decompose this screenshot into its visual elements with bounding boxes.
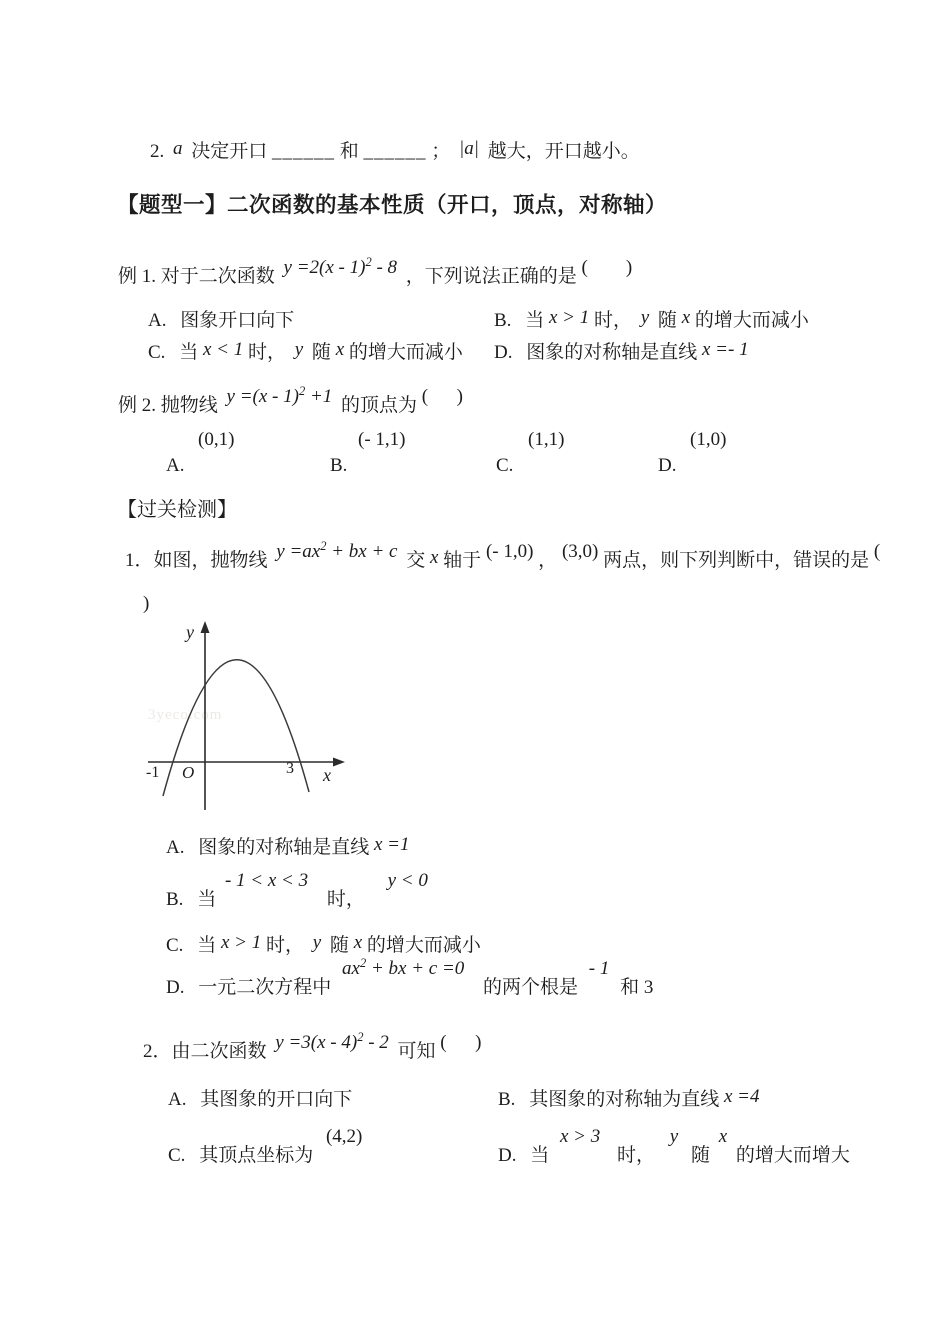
figure-x-axis-arrow <box>333 758 345 767</box>
item2-text-2: 和 <box>339 141 359 162</box>
example1-option-b-math-2: y <box>640 307 650 328</box>
example1-option-b-letter: B. <box>494 310 512 331</box>
example1-option-c-text-3: 随 <box>311 342 331 363</box>
example1-option-c-math-2: y <box>294 339 304 360</box>
figure-tick-neg1: -1 <box>146 764 160 781</box>
item2-abs-a: |a| <box>459 138 479 159</box>
question1-formula-exponent: 2 <box>320 539 327 553</box>
example1-option-d <box>494 341 749 365</box>
example2-option-b-value: (- 1,1) <box>358 429 406 450</box>
question1-option-b-math-2: y < 0 <box>387 870 428 891</box>
question2-formula-tail: - 2 <box>363 1032 389 1053</box>
question1-option-d-formula-tail: + bx + c =0 <box>366 958 465 979</box>
figure-y-label: y <box>186 622 194 642</box>
question1-option-c <box>166 934 481 958</box>
question1-option-b-math-1: - 1 < x < 3 <box>224 870 309 891</box>
topic-heading: 【题型一】二次函数的基本性质（开口，顶点，对称轴） <box>117 193 668 218</box>
question1-text-2: 交 <box>406 550 426 571</box>
example1-label: 例 1. 对于二次函数 <box>118 266 275 287</box>
item2-blank-1: ______ <box>272 141 336 162</box>
question1-option-a-letter: A. <box>166 837 185 858</box>
question2-option-b <box>498 1088 759 1112</box>
question2-option-b-text-1: 其图象的对称轴为直线 <box>529 1089 720 1110</box>
question1-option-d-formula-exponent: 2 <box>359 956 367 970</box>
example1-option-c <box>148 341 463 365</box>
question1-option-b-text-2: 时， <box>326 889 365 910</box>
question1-option-a-text-1: 图象的对称轴是直线 <box>198 837 370 858</box>
question2-option-c-text-1: 其顶点坐标为 <box>199 1145 314 1166</box>
question1-text-4: ， <box>538 550 558 571</box>
question2-option-a-letter: A. <box>168 1089 187 1110</box>
example1-formula-tail: - 8 <box>371 257 398 278</box>
question1-text-3: 轴于 <box>443 550 482 571</box>
example1-option-c-math-3: x <box>335 339 345 360</box>
question1-coord-2: (3,0) <box>561 541 599 562</box>
question1-option-d-math-2: - 1 <box>588 958 610 979</box>
question1-option-c-letter: C. <box>166 935 184 956</box>
item2-text-4: 越大，开口越小。 <box>487 141 640 162</box>
question2-stem <box>143 1030 482 1065</box>
question1-formula <box>276 541 397 562</box>
question1-stem <box>125 539 881 574</box>
question1-option-d-text-2: 的两个根是 <box>483 977 579 998</box>
example2-formula-main: y =(x - 1) <box>226 386 299 407</box>
example2-option-b-letter: B. <box>330 455 348 476</box>
question1-option-d-formula-main: ax <box>342 958 360 979</box>
question1-option-c-math-3: x <box>353 932 363 953</box>
question1-coord-1: (- 1,0) <box>485 541 534 562</box>
example1-option-d-text-1: 图象的对称轴是直线 <box>526 342 698 363</box>
question2-option-c <box>168 1126 363 1168</box>
figure-origin-label: O <box>182 763 195 782</box>
question2-option-d-math-2: y <box>669 1126 679 1147</box>
question2-stem-tail: 可知 <box>397 1041 436 1062</box>
example2-formula-tail: +1 <box>305 386 333 407</box>
example2-option-a-value: (0,1) <box>198 429 235 450</box>
item2-blank-2: ______ <box>363 141 427 162</box>
question1-formula-main: y =ax <box>276 541 321 562</box>
example1-formula <box>284 257 398 278</box>
example1-option-c-text-4: 的增大而减小 <box>348 342 463 363</box>
example2-option-c-value: (1,1) <box>528 429 565 450</box>
example2-option-c-letter: C. <box>496 455 514 476</box>
question1-option-d-letter: D. <box>166 977 185 998</box>
example1-option-d-math-1: x =- 1 <box>702 339 749 360</box>
question1-option-d-text-1: 一元二次方程中 <box>198 977 332 998</box>
figure-watermark: 3yeco.com <box>148 707 223 723</box>
example1-option-a <box>148 309 294 333</box>
example2-label: 例 2. 抛物线 <box>118 395 218 416</box>
example1-option-d-letter: D. <box>494 342 513 363</box>
example1-option-b-text-3: 随 <box>657 310 677 331</box>
example1-option-b <box>494 309 809 333</box>
question2-option-d-text-1: 当 <box>530 1145 550 1166</box>
question2-formula-main: y =3(x - 4) <box>275 1032 358 1053</box>
question2-option-a-text-1: 其图象的开口向下 <box>200 1089 353 1110</box>
example1-formula-exponent: 2 <box>365 255 372 269</box>
pass-test-heading: 【过关检测】 <box>117 499 237 521</box>
question2-option-d-text-2: 时， <box>617 1145 656 1166</box>
example1-option-a-letter: A. <box>148 310 167 331</box>
question1-option-a-math-1: x =1 <box>374 834 410 855</box>
question2-answer-parens: ( ) <box>440 1032 482 1053</box>
question1-formula-tail: + bx + c <box>326 541 398 562</box>
question1-option-b-letter: B. <box>166 889 184 910</box>
question1-parabola-figure <box>140 618 355 813</box>
item2-text-1: 决定开口 <box>191 141 268 162</box>
example1-option-b-text-2: 时， <box>593 310 632 331</box>
example1-option-c-text-2: 时， <box>247 342 286 363</box>
question1-option-d <box>166 956 654 1001</box>
question1-option-d-formula <box>342 958 464 979</box>
question1-paren-open: ( <box>873 541 881 562</box>
question2-formula <box>275 1032 389 1053</box>
item2-var-a: a <box>173 138 183 159</box>
example1-option-c-letter: C. <box>148 342 166 363</box>
question1-text-5: 两点，则下列判断中，错误的是 <box>603 550 870 571</box>
example1-option-b-text-4: 的增大而减小 <box>694 310 809 331</box>
question1-option-c-math-1: x > 1 <box>220 932 262 953</box>
question2-option-d-letter: D. <box>498 1145 517 1166</box>
question2-option-d-text-3: 随 <box>690 1145 710 1166</box>
example1-option-a-text: 图象开口向下 <box>180 310 295 331</box>
question2-option-d-text-4: 的增大而增大 <box>735 1145 850 1166</box>
example1-formula-main: y =2(x - 1) <box>283 257 366 278</box>
example1-option-c-math-1: x < 1 <box>202 339 244 360</box>
example2-option-d-letter: D. <box>658 455 677 476</box>
example1-stem <box>118 255 633 290</box>
question2-option-a <box>168 1088 352 1112</box>
example2-option-a-letter: A. <box>166 455 185 476</box>
example1-option-b-text-1: 当 <box>525 310 545 331</box>
item2-semicolon: ； <box>431 141 451 162</box>
example2-stem-tail: 的顶点为 <box>341 395 418 416</box>
question2-option-c-letter: C. <box>168 1145 186 1166</box>
example1-stem-tail: ，下列说法正确的是 <box>405 266 577 287</box>
question2-option-b-letter: B. <box>498 1089 516 1110</box>
question2-option-d-math-1: x > 3 <box>560 1126 601 1147</box>
question1-option-c-text-1: 当 <box>197 935 217 956</box>
figure-y-axis-arrow <box>201 621 210 633</box>
figure-x-label: x <box>323 765 331 785</box>
question1-option-a <box>166 836 410 860</box>
example2-answer-parens: ( ) <box>421 386 463 407</box>
question1-math-x: x <box>429 547 439 568</box>
question1-option-d-text-3: 和 3 <box>620 977 654 998</box>
question1-paren-close: ) <box>143 593 150 614</box>
example2-stem <box>118 384 463 419</box>
example2-option-d-value: (1,0) <box>690 429 727 450</box>
example2-formula <box>227 386 333 407</box>
question1-option-c-text-4: 的增大而减小 <box>366 935 481 956</box>
question2-formula-exponent: 2 <box>357 1030 364 1044</box>
question1-label: 1．如图，抛物线 <box>125 550 268 571</box>
question2-option-b-math-1: x =4 <box>723 1086 760 1107</box>
question1-option-c-math-2: y <box>312 932 322 953</box>
question2-option-d-math-3: x <box>718 1126 728 1147</box>
example1-option-b-math-1: x > 1 <box>548 307 590 328</box>
example1-answer-parens: ( ) <box>581 257 633 278</box>
example1-option-c-text-1: 当 <box>179 342 199 363</box>
question2-label: 2．由二次函数 <box>143 1041 267 1062</box>
example2-formula-exponent: 2 <box>298 384 306 398</box>
item2-number: 2. <box>150 141 165 162</box>
question1-option-c-text-3: 随 <box>329 935 349 956</box>
question1-option-c-text-2: 时， <box>265 935 304 956</box>
question2-option-c-math-1: (4,2) <box>325 1126 363 1147</box>
question1-option-b-text-1: 当 <box>197 889 217 910</box>
question2-option-d <box>498 1126 850 1168</box>
item2-line <box>150 140 640 164</box>
question1-option-b <box>166 870 428 912</box>
example1-option-b-math-3: x <box>681 307 691 328</box>
figure-tick-3: 3 <box>286 760 294 777</box>
